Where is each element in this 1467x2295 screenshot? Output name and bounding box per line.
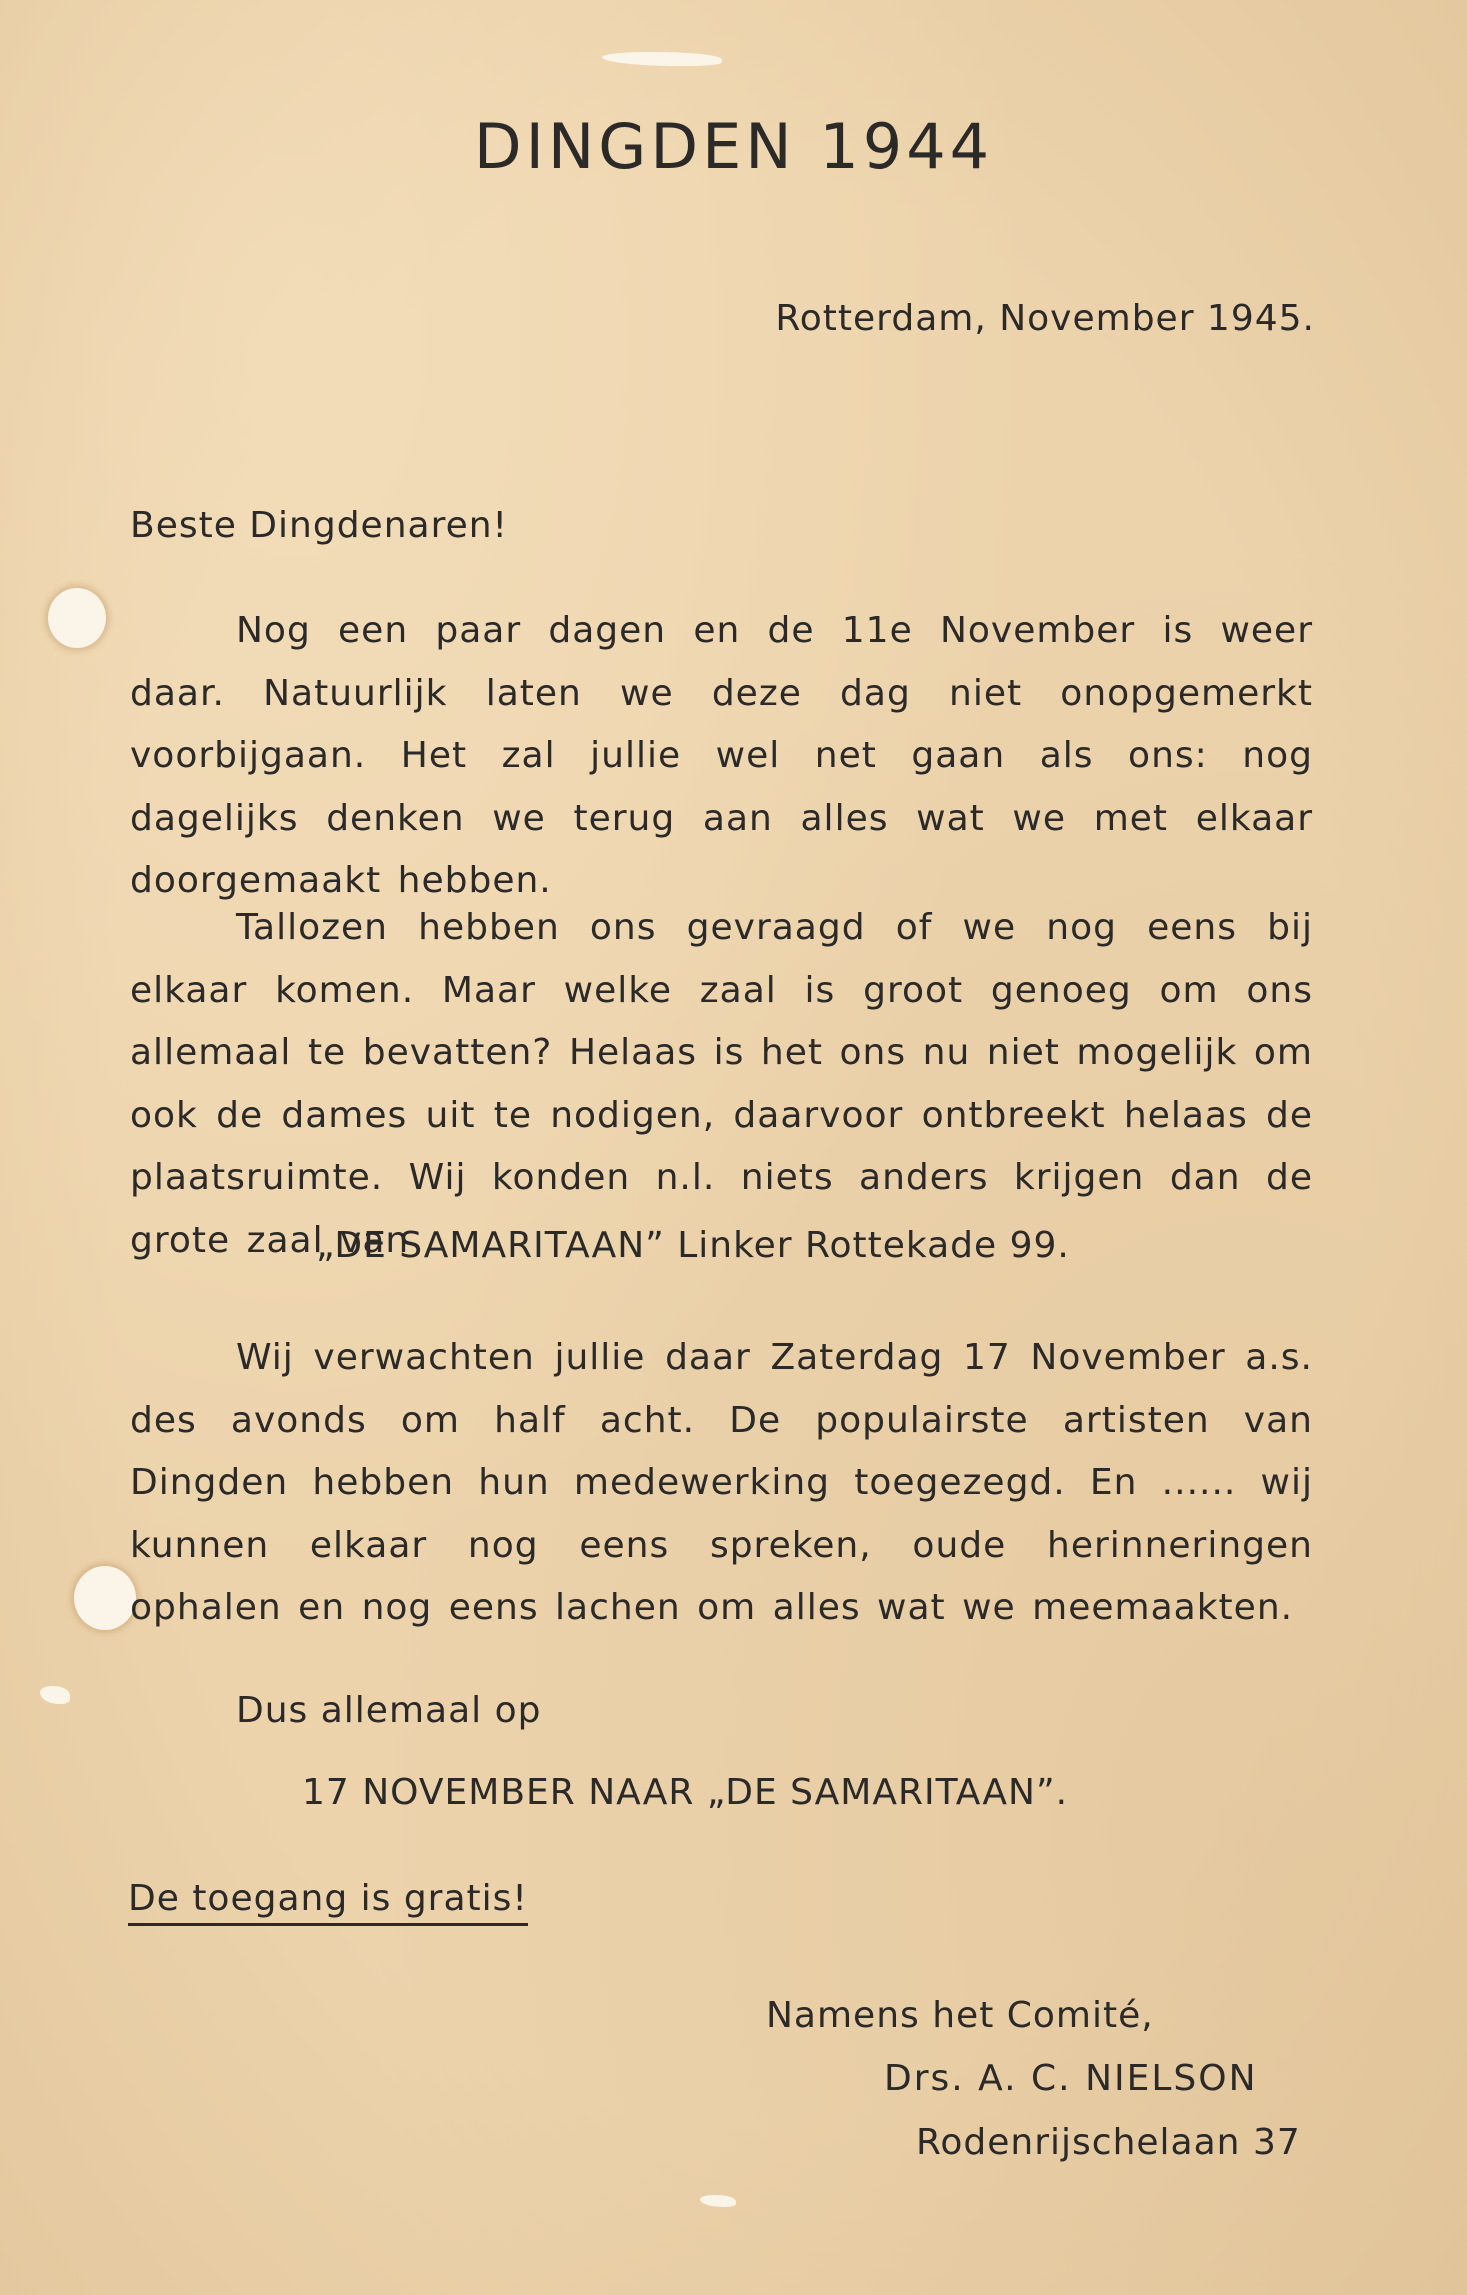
bottom-tear-mark: [700, 2195, 736, 2207]
date-line: Rotterdam, November 1945.: [775, 298, 1315, 339]
entry-note: De toegang is gratis!: [128, 1878, 528, 1926]
paragraph-3: [130, 1327, 1313, 1640]
signature-name: Drs. A. C. NIELSON: [884, 2058, 1258, 2099]
paragraph-2-text: Tallozen hebben ons gevraagd of we nog eens bij elkaar komen. Maar welke zaal is groot genoeg om ons allemaal te bevatten? Helaas is het ons nu niet mogelijk om ook de dames uit te nodigen, daarvoor ontbreekt helaas de plaatsruimte. Wij konden n.l. niets anders krijgen dan de grote zaal van: [130, 907, 1313, 1261]
signature-on-behalf: Namens het Comité,: [766, 1995, 1154, 2036]
signature-address: Rodenrijschelaan 37: [916, 2122, 1301, 2163]
paragraph-1-text: Nog een paar dagen en de 11e November is weer daar. Natuurlijk laten we deze dag niet onopgemerkt voorbijgaan. Het zal jullie wel net gaan als ons: nog dagelijks denken we terug aan alles wat we met elkaar doorgemaakt hebben.: [130, 610, 1313, 901]
top-tear-mark: [602, 52, 722, 66]
punch-hole-lower: [74, 1566, 136, 1630]
closing-line-1: Dus allemaal op: [236, 1690, 542, 1731]
closing-line-2: 17 NOVEMBER NAAR „DE SAMARITAAN”.: [302, 1772, 1069, 1813]
paragraph-1: [130, 600, 1313, 913]
letter-title: DINGDEN 1944: [473, 110, 994, 183]
punch-hole-upper: [48, 588, 106, 648]
greeting: Beste Dingdenaren!: [130, 505, 508, 546]
venue-line: „DE SAMARITAAN” Linker Rottekade 99.: [316, 1225, 1070, 1266]
paragraph-3-text: Wij verwachten jullie daar Zaterdag 17 November a.s. des avonds om half acht. De populairste artisten van Dingden hebben hun medewerking toegezegd. En ...... wij kunnen elkaar nog eens spreken, oude herinneringen ophalen en nog eens lachen om alles wat we meemaakten.: [130, 1337, 1313, 1628]
paragraph-2: [130, 897, 1313, 1272]
edge-damage-mark: [40, 1686, 70, 1704]
